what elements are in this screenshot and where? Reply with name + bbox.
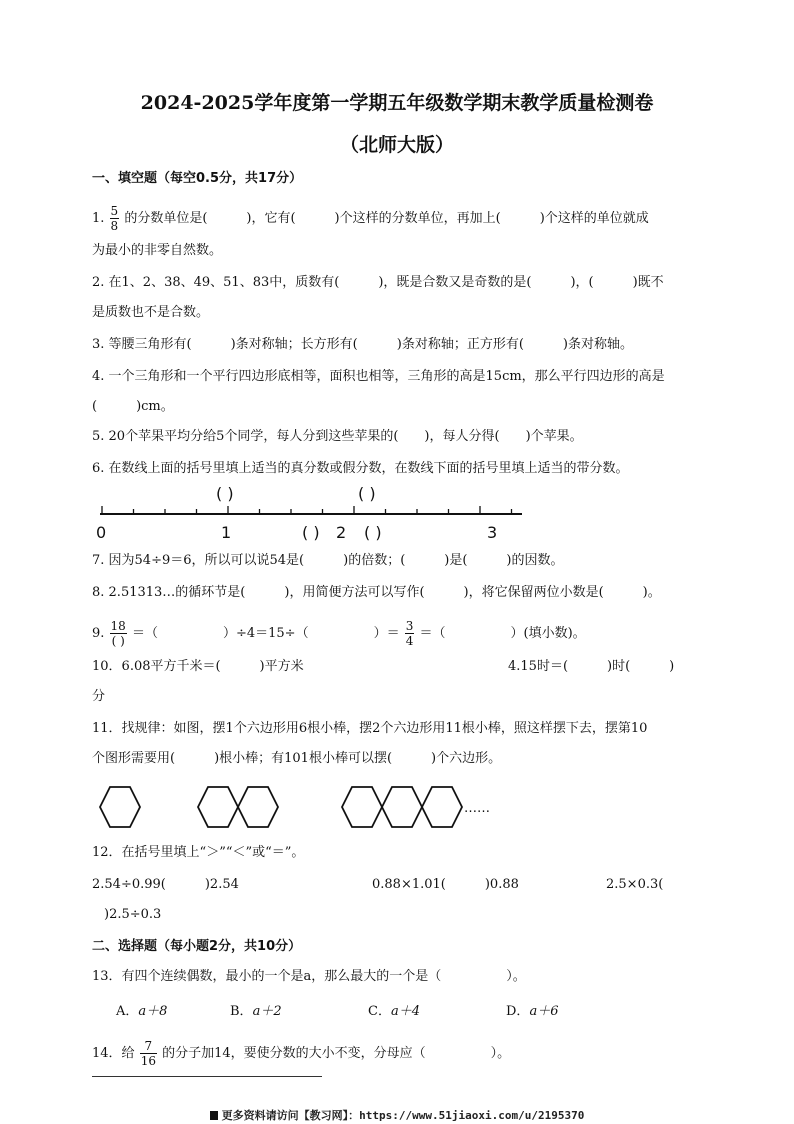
question-8: 8. 2.51313…的循环节是( )，用简便方法可以写作( )，将它保留两位小数是( )。	[92, 585, 661, 600]
paren-above-2: ( )	[358, 484, 376, 503]
question-5: 5. 20个苹果平均分给5个同学，每人分到这些苹果的( )，每人分得( )个苹果。	[92, 429, 583, 444]
page-subtitle: （北师大版）	[339, 134, 454, 156]
question-11: 11．找规律：如图，摆1个六边形用6根小棒，摆2个六边形用11根小棒，照这样摆下去，摆第10	[92, 721, 648, 736]
paren-below-1: ( )	[302, 523, 320, 542]
question-number: 14．给	[92, 1046, 135, 1061]
question-13: 13．有四个连续偶数，最小的一个是a，那么最大的一个是（ ）。	[92, 969, 526, 984]
question-number: 1.	[92, 211, 105, 226]
label-2: 2	[336, 523, 347, 542]
footnote-divider	[92, 1076, 322, 1077]
question-10-cont: 分	[92, 689, 106, 704]
question-text: 的分子加14，要使分数的大小不变，分母应（ ）。	[162, 1046, 511, 1061]
fraction-5-8: $\frac{5}{8}$	[110, 204, 119, 233]
question-1	[92, 204, 649, 233]
hexagon-pattern	[90, 780, 530, 836]
question-11-cont: 个图形需要用( )根小棒；有101根小棒可以摆( )个六边形。	[92, 751, 502, 766]
question-text: 的分数单位是( )，它有( )个这样的分数单位，再加上( )个这样的单位就成	[124, 211, 649, 226]
question-6: 6. 在数线上面的括号里填上适当的真分数或假分数，在数线下面的括号里填上适当的带分数。	[92, 461, 629, 476]
fraction-7-16: $\frac{7}{16}$	[140, 1039, 156, 1068]
section-heading-choice: 二、选择题（每小题2分，共10分）	[92, 939, 302, 954]
flag-icon	[210, 1111, 218, 1120]
option-b: B．a＋2	[230, 1004, 282, 1019]
question-10b: 4.15时＝( )时( )	[508, 659, 675, 674]
section-heading-fill-blank: 一、填空题（每空0.5分，共17分）	[92, 171, 303, 186]
footer	[0, 1107, 794, 1123]
question-12b: 0.88×1.01( )0.88	[372, 877, 519, 892]
question-2: 2. 在1、2、38、49、51、83中，质数有( )，既是合数又是奇数的是( )，( )既不	[92, 275, 664, 290]
option-a: A．a＋8	[116, 1004, 168, 1019]
question-7: 7. 因为54÷9＝6，所以可以说54是( )的倍数；( )是( )的因数。	[92, 553, 564, 568]
question-12a: 2.54÷0.99( )2.54	[92, 877, 239, 892]
fraction-3-4: $\frac{3}{4}$	[405, 619, 414, 648]
label-0: 0	[96, 523, 107, 542]
question-12c: 2.5×0.3(	[606, 877, 664, 892]
paren-above-1: ( )	[216, 484, 234, 503]
label-3: 3	[487, 523, 498, 542]
hexagon-figure-2	[198, 787, 278, 827]
option-c: C．a＋4	[368, 1004, 420, 1019]
option-d: D．a＋6	[506, 1004, 559, 1019]
number-line	[90, 482, 530, 544]
fraction-18-blank: $\frac{18}{( )}$	[110, 619, 126, 648]
hexagon-figure-3	[342, 787, 462, 827]
question-text: ＝（ ）(填小数)。	[419, 626, 586, 641]
question-9	[92, 616, 586, 652]
question-1-cont: 为最小的非零自然数。	[92, 243, 223, 258]
question-4-cont: ( )cm。	[92, 399, 174, 414]
page-title: 2024-2025学年度第一学期五年级数学期末教学质量检测卷	[140, 92, 654, 114]
question-12: 12．在括号里填上“＞”“＜”或“＝”。	[92, 845, 305, 860]
label-1: 1	[221, 523, 232, 542]
question-2-cont: 是质数也不是合数。	[92, 305, 210, 320]
question-12-cont: )2.5÷0.3	[104, 907, 162, 922]
question-10a: 10．6.08平方千米＝( )平方米	[92, 659, 304, 674]
question-3: 3. 等腰三角形有( )条对称轴；长方形有( )条对称轴；正方形有( )条对称轴。	[92, 337, 633, 352]
ellipsis: ……	[464, 801, 490, 816]
question-14	[92, 1036, 510, 1072]
question-4: 4. 一个三角形和一个平行四边形底相等，面积也相等，三角形的高是15cm，那么平行四边形的高是	[92, 369, 665, 384]
hexagon-figure-1	[100, 787, 140, 827]
footer-link[interactable]: 更多资料请访问【教习网】：https://www.51jiaoxi.com/u/2195370	[221, 1109, 585, 1122]
question-text: ＝（ ）÷4＝15÷（ ）＝	[131, 626, 400, 641]
paren-below-2: ( )	[364, 523, 382, 542]
question-number: 9.	[92, 626, 105, 641]
